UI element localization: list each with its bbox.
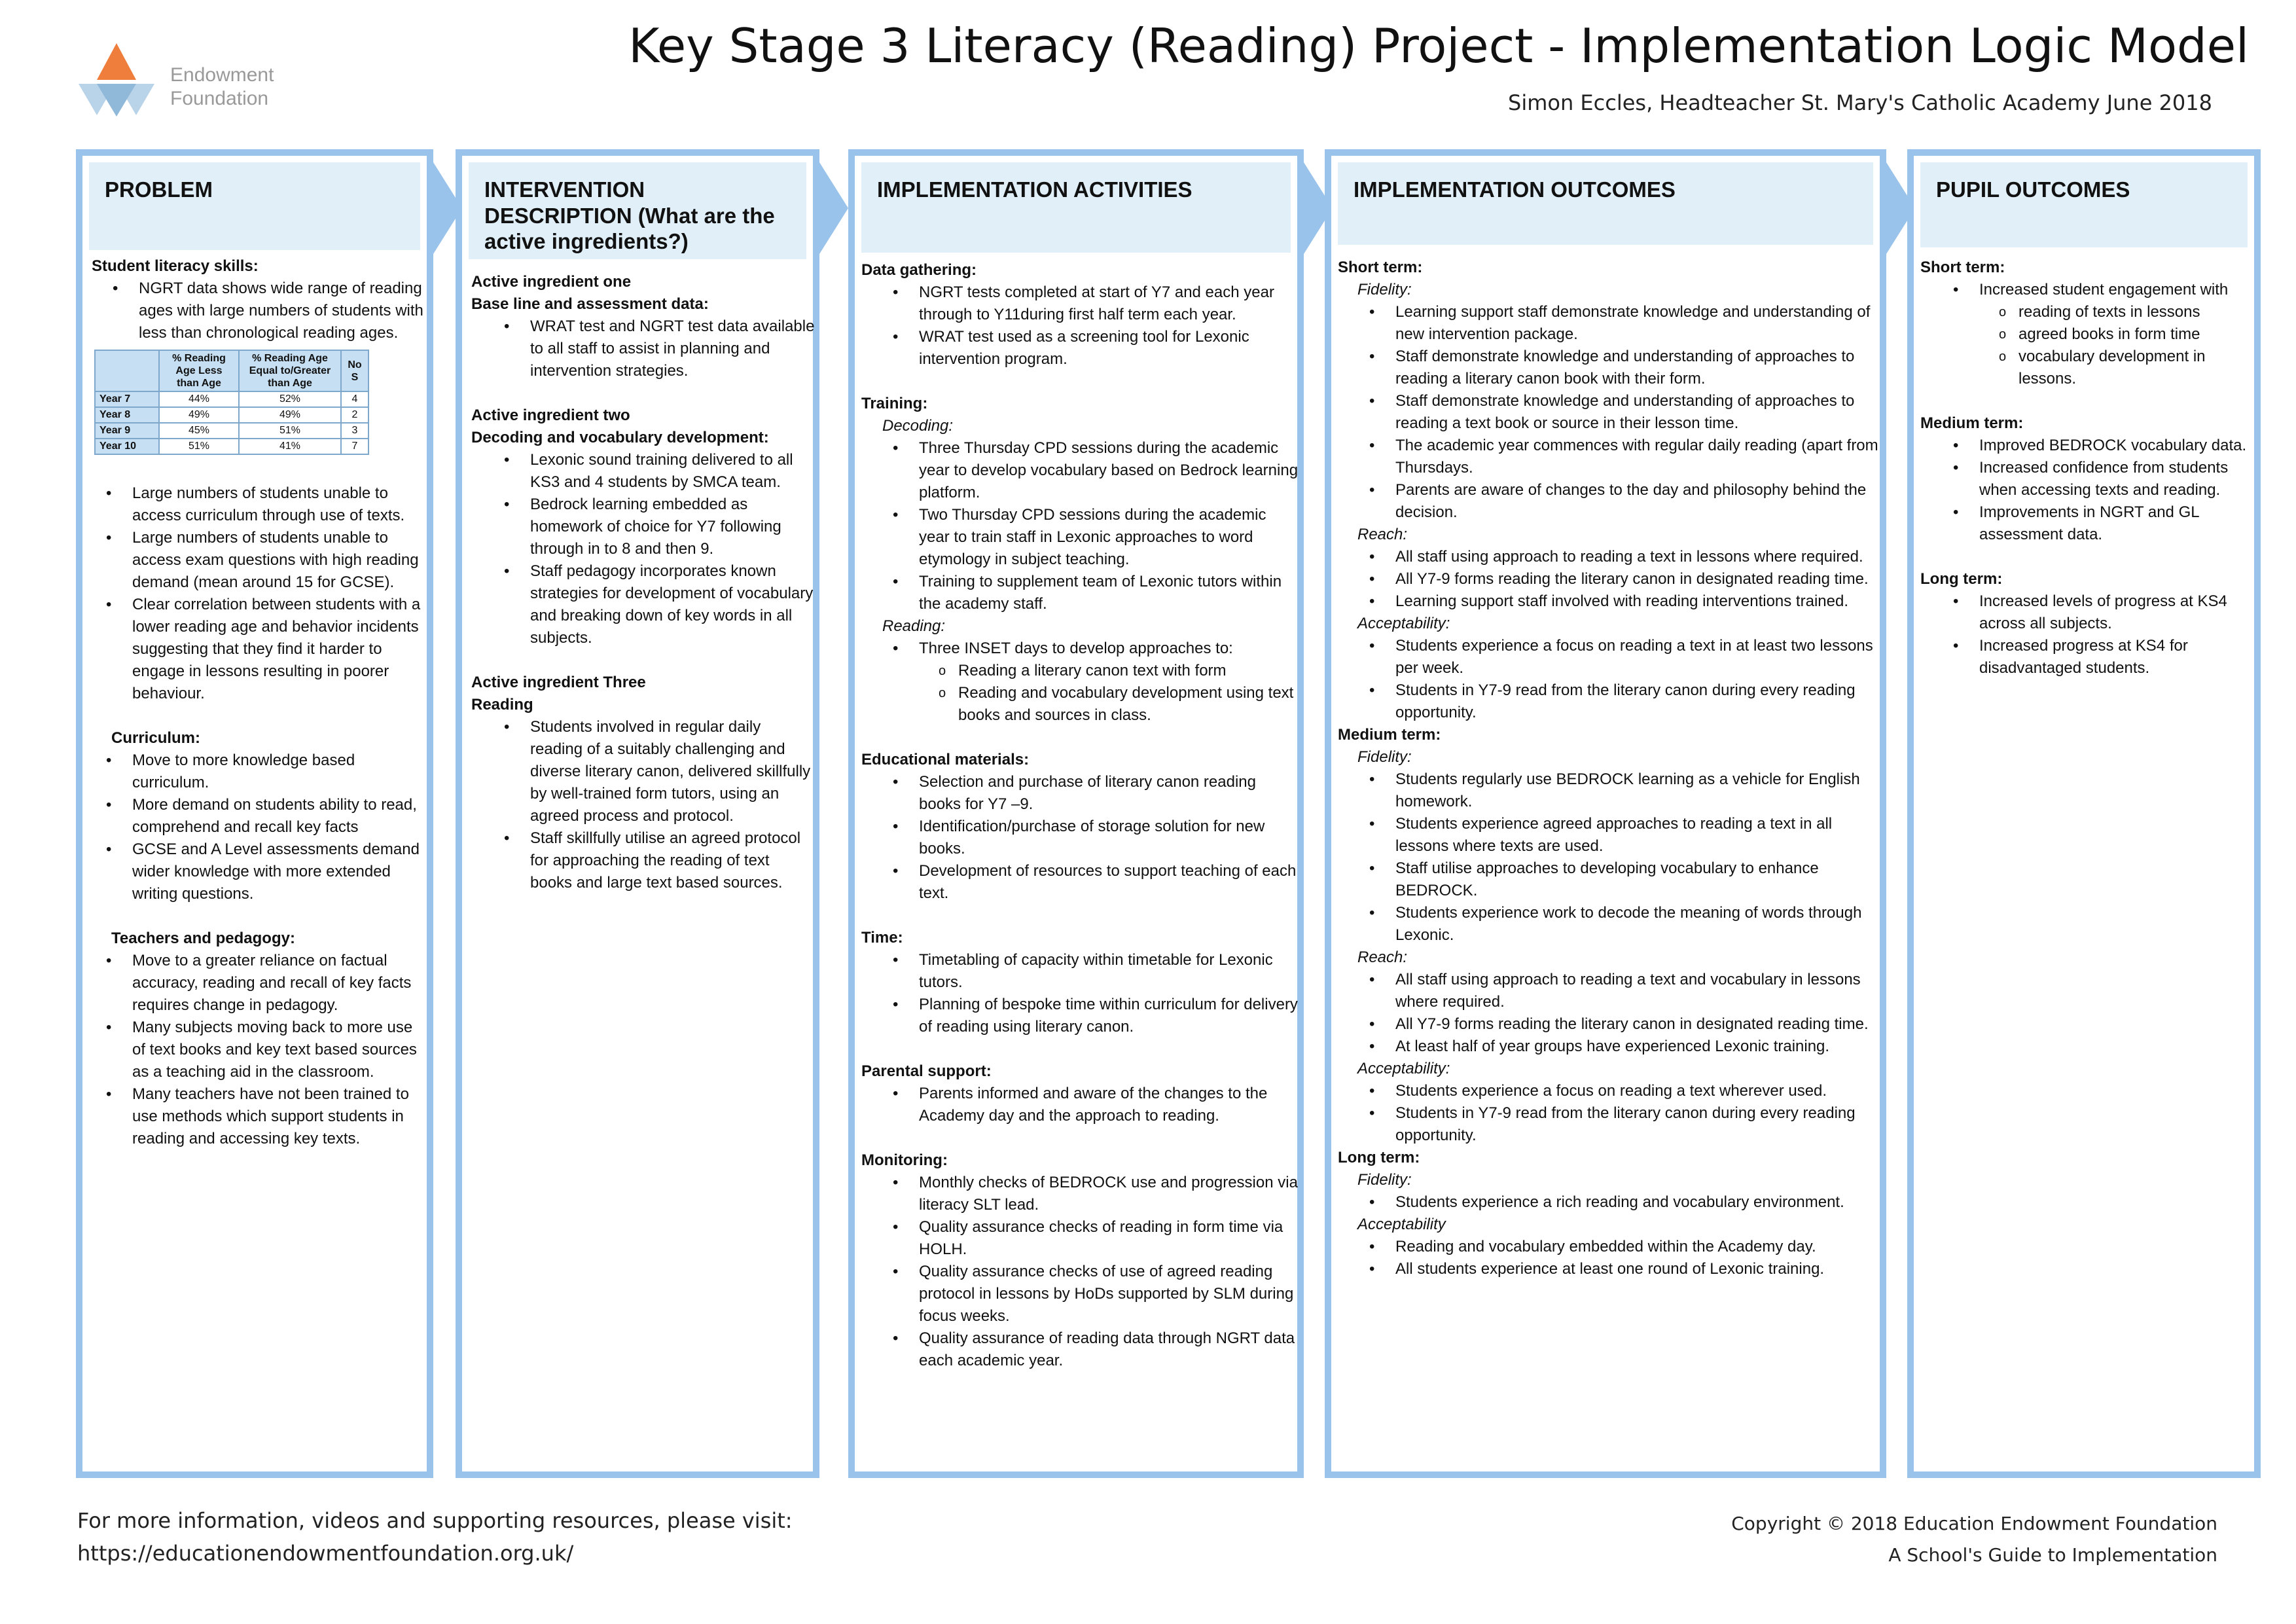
table-header-cell: % Reading Age Equal to/Greater than Age <box>239 350 341 391</box>
activity-item: • Development of resources to support teaching of each text. <box>919 860 1300 905</box>
table-cell: 52% <box>239 391 341 407</box>
pupil-subitem: o agreed books in form time <box>2018 323 2254 346</box>
activity-item: • Monthly checks of BEDROCK use and progression via literacy SLT lead. <box>919 1172 1300 1216</box>
outcome-item: • Students in Y7-9 read from the literary canon during every reading opportunity. <box>1395 1102 1884 1147</box>
problem-item: • Large numbers of students unable to access exam questions with high reading demand (mean around 15 for GCSE). <box>132 527 429 594</box>
outcome-item: • Students experience agreed approaches to reading a text in all lessons where texts are used. <box>1395 813 1884 857</box>
activity-item: • Timetabling of capacity within timetable for Lexonic tutors. <box>919 949 1300 994</box>
problem-item: • Move to a greater reliance on factual accuracy, reading and recall of key facts requires change in pedagogy. <box>132 950 429 1017</box>
outcome-item: • Students regularly use BEDROCK learning as a vehicle for English homework. <box>1395 768 1884 813</box>
ingredient-title: Active ingredient Three <box>471 674 646 691</box>
outcome-list <box>1395 301 1884 524</box>
table-cell: 51% <box>239 423 341 439</box>
ingredient-list <box>530 316 816 382</box>
outcomes-body <box>1338 257 1884 1280</box>
pupil-list <box>1979 590 2254 679</box>
activity-list <box>919 281 1300 370</box>
ingredient-item: • Bedrock learning embedded as homework of choice for Y7 following through in to 8 and then 9. <box>530 494 816 560</box>
outcome-item: • Staff utilise approaches to developing vocabulary to enhance BEDROCK. <box>1395 857 1884 902</box>
table-cell: 49% <box>159 407 239 423</box>
table-header-cell <box>95 350 159 391</box>
outcome-item: • All students experience at least one round of Lexonic training. <box>1395 1258 1884 1280</box>
pupil-list <box>1979 435 2254 546</box>
activity-subsection-label: Reading: <box>882 617 946 635</box>
pupil-outcomes-body <box>1920 257 2254 679</box>
ingredient-item: • WRAT test and NGRT test data available to all staff to assist in planning and intervention strategies. <box>530 316 816 382</box>
outcome-item: • Parents are aware of changes to the day and philosophy behind the decision. <box>1395 479 1884 524</box>
problem-item: • NGRT data shows wide range of reading ages with large numbers of students with less than chronological reading ages. <box>139 278 429 344</box>
outcome-item: • Students experience work to decode the meaning of words through Lexonic. <box>1395 902 1884 947</box>
ingredient-item: • Students involved in regular daily reading of a suitably challenging and diverse literary canon, delivered skillfully by well-trained form tutors, using an agreed process and protocol. <box>530 716 816 827</box>
problem-item: • Many subjects moving back to more use of text books and key text based sources as a teaching aid in the classroom. <box>132 1017 429 1083</box>
table-row-label: Year 7 <box>95 391 159 407</box>
table-row <box>95 439 368 454</box>
table-cell: 51% <box>159 439 239 454</box>
problem-item: • GCSE and A Level assessments demand wider knowledge with more extended writing questions. <box>132 839 429 905</box>
outcomes-header: IMPLEMENTATION OUTCOMES <box>1338 162 1873 245</box>
intervention-body <box>471 271 816 894</box>
activity-sublist <box>958 660 1300 727</box>
outcome-list <box>1395 768 1884 947</box>
outcome-list <box>1395 969 1884 1058</box>
outcome-category-label: Reach: <box>1357 526 1408 543</box>
intervention-header: INTERVENTION DESCRIPTION (What are the active ingredients?) <box>469 162 806 259</box>
intervention-column <box>456 149 819 1478</box>
activity-item: • Planning of bespoke time within curriculum for delivery of reading using literary canon. <box>919 994 1300 1038</box>
table-cell: 44% <box>159 391 239 407</box>
outcome-category-label: Acceptability <box>1357 1216 1446 1233</box>
outcome-item: • Staff demonstrate knowledge and understanding of approaches to reading a text book or source in their lesson time. <box>1395 390 1884 435</box>
flow-arrow <box>819 162 848 254</box>
pupil-item: • Increased levels of progress at KS4 across all subjects. <box>1979 590 2254 635</box>
table-row-label: Year 9 <box>95 423 159 439</box>
problem-item: • Move to more knowledge based curriculum. <box>132 749 429 794</box>
eef-logo-icon <box>77 41 156 119</box>
activity-item: • Parents informed and aware of the changes to the Academy day and the approach to reading. <box>919 1083 1300 1127</box>
page-subtitle: Simon Eccles, Headteacher St. Mary's Catholic Academy June 2018 <box>1508 90 2212 115</box>
activity-section-title: Educational materials: <box>861 751 1030 768</box>
logo-text-line1: Endowment <box>170 64 274 86</box>
activity-item: • Two Thursday CPD sessions during the academic year to train staff in Lexonic approaches to word etymology in subject teaching. <box>919 504 1300 571</box>
footer-copyright <box>1731 1508 2217 1571</box>
logo-text-line2: Foundation <box>170 88 269 109</box>
activity-item: • Training to supplement team of Lexonic tutors within the academy staff. <box>919 571 1300 615</box>
outcome-category-label: Fidelity: <box>1357 1171 1412 1189</box>
problem-section-title: Student literacy skills: <box>92 257 259 275</box>
problem-list <box>132 482 429 705</box>
pupil-item: • Increased progress at KS4 for disadvantaged students. <box>1979 635 2254 679</box>
activity-item: • Selection and purchase of literary canon reading books for Y7 –9. <box>919 771 1300 816</box>
activity-list <box>919 771 1300 905</box>
outcome-list <box>1395 546 1884 613</box>
eef-logo <box>77 41 300 126</box>
activity-item: • WRAT test used as a screening tool for Lexonic intervention program. <box>919 326 1300 370</box>
ingredient-subtitle: Decoding and vocabulary development: <box>471 429 769 446</box>
problem-item: • Clear correlation between students with a lower reading age and behavior incidents suggesting that they find it harder to engage in lessons resulting in poorer behaviour. <box>132 594 429 705</box>
activity-subsection-label: Decoding: <box>882 417 954 435</box>
ingredient-subtitle: Base line and assessment data: <box>471 295 709 313</box>
table-cell: 2 <box>341 407 368 423</box>
activity-item: • Identification/purchase of storage solution for new books. <box>919 816 1300 860</box>
table-header-cell: No S <box>341 350 368 391</box>
copyright-text: Copyright © 2018 Education Endowment Foundation <box>1731 1513 2217 1534</box>
outcome-item: • The academic year commences with regular daily reading (apart from Thursdays. <box>1395 435 1884 479</box>
pupil-subitem: o reading of texts in lessons <box>2018 301 2254 323</box>
problem-item: • More demand on students ability to read, comprehend and recall key facts <box>132 794 429 839</box>
problem-body <box>92 255 429 1150</box>
problem-list <box>132 950 429 1150</box>
pupil-item: • Increased student engagement with <box>1979 279 2254 301</box>
ingredient-item: • Staff pedagogy incorporates known strategies for development of vocabulary and breaking down of key words in all subjects. <box>530 560 816 649</box>
pupil-list <box>1979 279 2254 301</box>
table-cell: 41% <box>239 439 341 454</box>
outcome-item: • Students experience a focus on reading a text wherever used. <box>1395 1080 1884 1102</box>
activity-item: • Quality assurance of reading data through NGRT data each academic year. <box>919 1327 1300 1372</box>
ingredient-subtitle: Reading <box>471 696 533 713</box>
pupil-term-title: Short term: <box>1920 259 2005 276</box>
table-header-cell: % Reading Age Less than Age <box>159 350 239 391</box>
pupil-sublist <box>2018 301 2254 390</box>
pupil-item: • Improvements in NGRT and GL assessment data. <box>1979 501 2254 546</box>
pupil-item: • Improved BEDROCK vocabulary data. <box>1979 435 2254 457</box>
footer-info <box>77 1504 793 1570</box>
activity-section-title: Parental support: <box>861 1062 992 1080</box>
pupil-subitem: o vocabulary development in lessons. <box>2018 346 2254 390</box>
activity-section-title: Data gathering: <box>861 261 977 279</box>
outcome-item: • Students experience a rich reading and vocabulary environment. <box>1395 1191 1884 1214</box>
pupil-term-title: Medium term: <box>1920 414 2024 432</box>
problem-list <box>139 278 429 344</box>
activity-item: • Quality assurance checks of use of agreed reading protocol in lessons by HoDs supported by SLM during focus weeks. <box>919 1261 1300 1327</box>
activity-item: • Three INSET days to develop approaches to: <box>919 638 1300 660</box>
ingredient-item: • Lexonic sound training delivered to all KS3 and 4 students by SMCA team. <box>530 449 816 494</box>
ingredient-list <box>530 449 816 649</box>
table-cell: 45% <box>159 423 239 439</box>
outcome-list <box>1395 1191 1884 1214</box>
outcome-item: • All staff using approach to reading a text in lessons where required. <box>1395 546 1884 568</box>
outcome-term-title: Short term: <box>1338 259 1423 276</box>
outcome-list <box>1395 1080 1884 1147</box>
outcome-item: • Students in Y7-9 read from the literary canon during every reading opportunity. <box>1395 679 1884 724</box>
outcome-term-title: Medium term: <box>1338 726 1441 744</box>
ingredient-list <box>530 716 816 894</box>
table-row <box>95 423 368 439</box>
activity-subitem: o Reading a literary canon text with form <box>958 660 1300 682</box>
table-row-label: Year 10 <box>95 439 159 454</box>
table-row <box>95 391 368 407</box>
outcome-category-label: Fidelity: <box>1357 281 1412 298</box>
outcome-item: • Learning support staff involved with reading interventions trained. <box>1395 590 1884 613</box>
outcome-category-label: Acceptability: <box>1357 1060 1450 1077</box>
activity-item: • Three Thursday CPD sessions during the academic year to develop vocabulary based on Bedrock learning platform. <box>919 437 1300 504</box>
reading-age-table <box>94 350 369 455</box>
outcome-item: • All staff using approach to reading a text and vocabulary in lessons where required. <box>1395 969 1884 1013</box>
problem-item: • Many teachers have not been trained to use methods which support students in reading and accessing key texts. <box>132 1083 429 1150</box>
ingredient-item: • Staff skillfully utilise an agreed protocol for approaching the reading of text books and large text based sources. <box>530 827 816 894</box>
outcome-item: • All Y7-9 forms reading the literary canon in designated reading time. <box>1395 1013 1884 1036</box>
activity-list <box>919 1172 1300 1372</box>
outcome-item: • Students experience a focus on reading a text in at least two lessons per week. <box>1395 635 1884 679</box>
outcome-item: • Learning support staff demonstrate knowledge and understanding of new intervention package. <box>1395 301 1884 346</box>
activity-list <box>919 437 1300 615</box>
activities-header: IMPLEMENTATION ACTIVITIES <box>861 162 1291 253</box>
outcome-list <box>1395 1236 1884 1280</box>
page-title: Key Stage 3 Literacy (Reading) Project - Implementation Logic Model <box>628 18 2249 73</box>
activity-section-title: Training: <box>861 395 928 412</box>
table-cell: 3 <box>341 423 368 439</box>
table-row <box>95 407 368 423</box>
problem-item: • Large numbers of students unable to access curriculum through use of texts. <box>132 482 429 527</box>
pupil-outcomes-column <box>1907 149 2261 1478</box>
problem-header: PROBLEM <box>89 162 420 250</box>
footer-info-text: For more information, videos and supporting resources, please visit: <box>77 1508 793 1533</box>
problem-section-title: Curriculum: <box>111 729 201 747</box>
outcome-item: • All Y7-9 forms reading the literary canon in designated reading time. <box>1395 568 1884 590</box>
activity-subitem: o Reading and vocabulary development using text books and sources in class. <box>958 682 1300 727</box>
activity-list <box>919 638 1300 660</box>
outcome-category-label: Fidelity: <box>1357 748 1412 766</box>
outcome-item: • Staff demonstrate knowledge and understanding of approaches to reading a literary canon book with their form. <box>1395 346 1884 390</box>
pupil-term-title: Long term: <box>1920 570 2003 588</box>
footer-url-link[interactable]: https://educationendowmentfoundation.org.uk/ <box>77 1541 574 1566</box>
problem-section-title: Teachers and pedagogy: <box>111 929 295 947</box>
problem-column <box>76 149 433 1478</box>
ingredient-title: Active ingredient one <box>471 273 632 291</box>
table-cell: 7 <box>341 439 368 454</box>
table-row-label: Year 8 <box>95 407 159 423</box>
outcome-term-title: Long term: <box>1338 1149 1420 1166</box>
activity-section-title: Time: <box>861 929 903 947</box>
activities-body <box>861 259 1300 1372</box>
outcome-category-label: Acceptability: <box>1357 615 1450 632</box>
problem-list <box>132 749 429 905</box>
guide-text: A School's Guide to Implementation <box>1888 1544 2217 1566</box>
outcome-category-label: Reach: <box>1357 948 1408 966</box>
outcome-item: • Reading and vocabulary embedded within the Academy day. <box>1395 1236 1884 1258</box>
activity-item: • NGRT tests completed at start of Y7 and each year through to Y11during first half term each year. <box>919 281 1300 326</box>
activity-item: • Quality assurance checks of reading in form time via HOLH. <box>919 1216 1300 1261</box>
table-cell: 4 <box>341 391 368 407</box>
table-cell: 49% <box>239 407 341 423</box>
ingredient-title: Active ingredient two <box>471 406 630 424</box>
activity-list <box>919 1083 1300 1127</box>
activities-column <box>848 149 1304 1478</box>
outcomes-column <box>1325 149 1886 1478</box>
outcome-list <box>1395 635 1884 724</box>
activity-section-title: Monitoring: <box>861 1151 948 1169</box>
pupil-item: • Increased confidence from students when accessing texts and reading. <box>1979 457 2254 501</box>
activity-list <box>919 949 1300 1038</box>
pupil-outcomes-header: PUPIL OUTCOMES <box>1920 162 2248 247</box>
outcome-item: • At least half of year groups have experienced Lexonic training. <box>1395 1036 1884 1058</box>
